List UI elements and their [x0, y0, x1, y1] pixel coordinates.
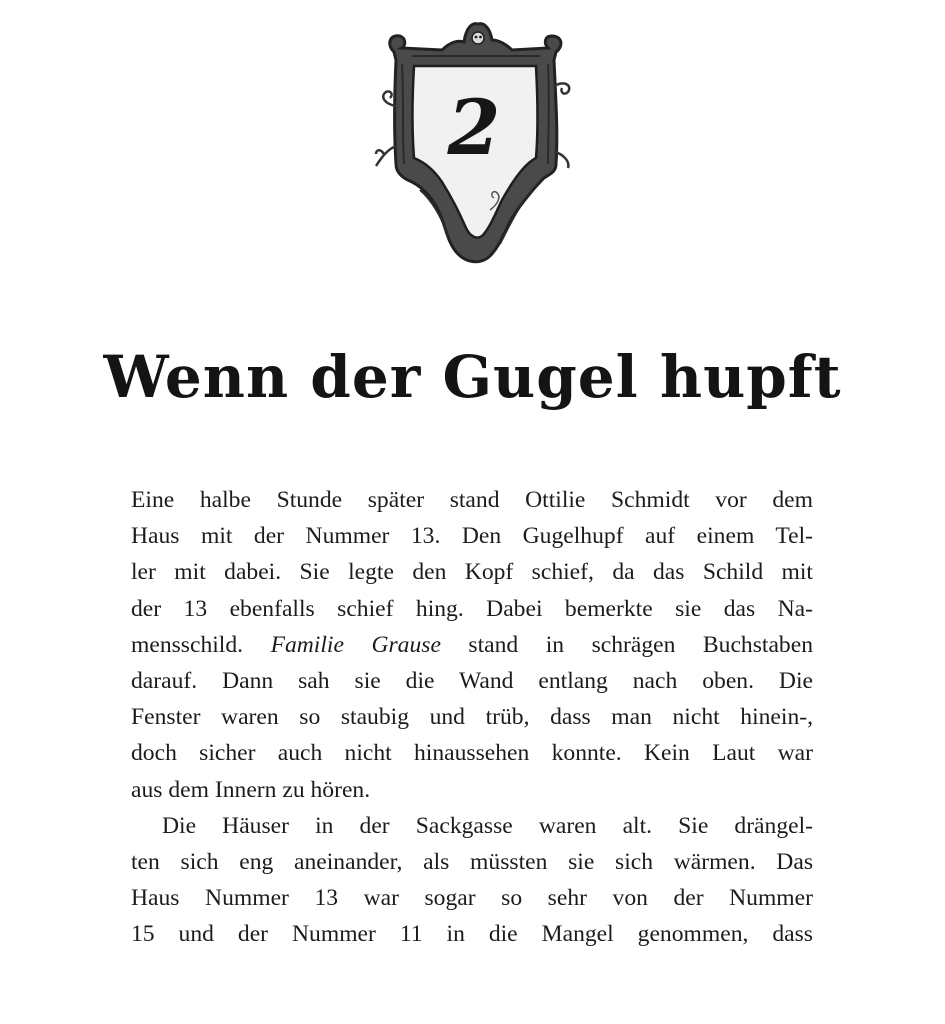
text-line: mensschild. Familie Grause stand in schrägen Buchstaben	[131, 631, 813, 658]
chapter-number: 2	[447, 83, 501, 172]
text-line: Haus Nummer 13 war sogar so sehr von der Nummer	[131, 885, 813, 912]
text-line: 15 und der Nummer 11 in die Mangel genommen, dass	[131, 921, 813, 948]
text-line: Die Häuser in der Sackgasse waren alt. Sie drängel-	[162, 812, 813, 839]
text-line: ten sich eng aneinander, als müssten sie sich wärmen. Das	[131, 848, 813, 875]
text-line: ler mit dabei. Sie legte den Kopf schief, da das Schild mit	[131, 559, 813, 586]
text-line: Fenster waren so staubig und trüb, dass man nicht hinein-,	[131, 704, 813, 731]
paragraph-2	[131, 808, 813, 953]
italic-family-name: Familie Grause	[270, 631, 441, 658]
text-line: Eine halbe Stunde später stand Ottilie Schmidt vor dem	[131, 487, 813, 513]
text-line: Haus mit der Nummer 13. Den Gugelhupf auf einem Tel-	[131, 523, 813, 550]
text-line: doch sicher auch nicht hinaussehen konnte. Kein Laut war	[131, 740, 813, 767]
chapter-title: Wenn der Gugel hupft	[103, 343, 842, 411]
text-line: aus dem Innern zu hören.	[131, 776, 371, 803]
chapter-body	[131, 482, 813, 952]
text-line: der 13 ebenfalls schief hing. Dabei bemerkte sie das Na-	[131, 595, 813, 622]
text-line: darauf. Dann sah sie die Wand entlang nach oben. Die	[131, 667, 813, 694]
paragraph-1	[131, 482, 813, 808]
